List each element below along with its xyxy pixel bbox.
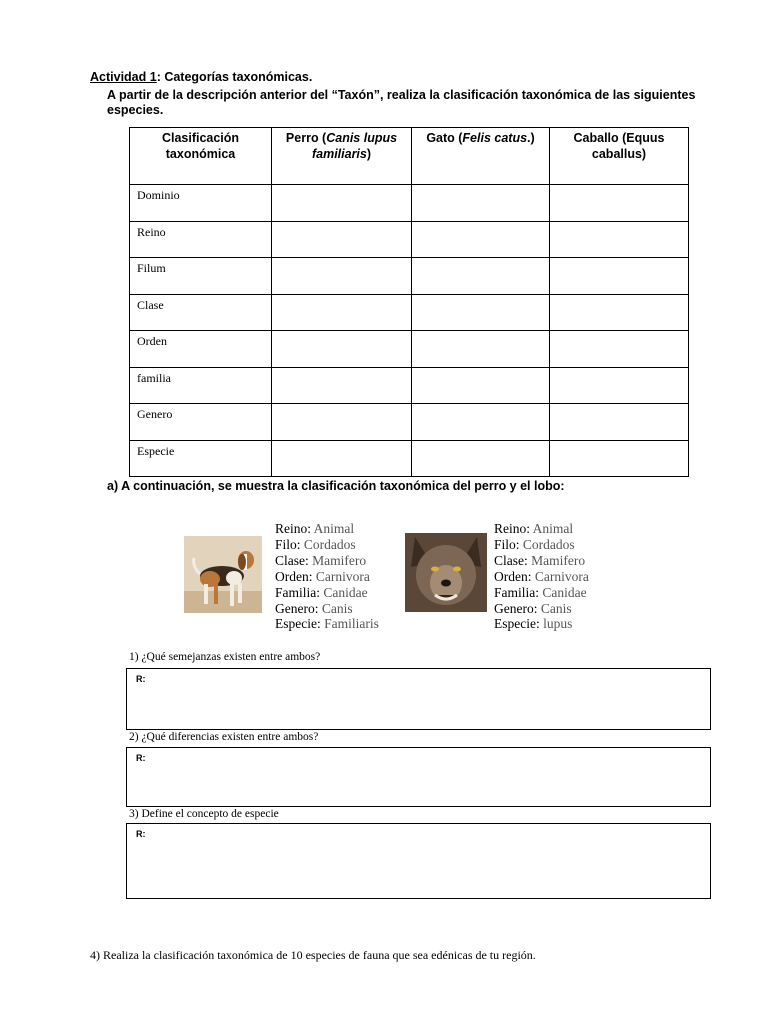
dog-tax-key: Reino: (275, 521, 311, 536)
dog-tax-key: Orden: (275, 568, 313, 584)
answer-label: R: (136, 829, 146, 839)
header-dog-sci1: Canis lupus (326, 131, 398, 145)
answer-cell[interactable] (550, 367, 689, 404)
answer-cell[interactable] (272, 440, 412, 477)
dog-tax-key: Especie: (275, 616, 321, 632)
header-horse (550, 128, 689, 185)
answer-box-3[interactable] (126, 823, 711, 899)
activity-title-text: : Categorías taxonómicas. (156, 70, 313, 84)
wolf-taxonomy (494, 521, 589, 632)
rank-label: familia (130, 367, 272, 404)
answer-cell[interactable] (272, 294, 412, 331)
header-rank-line2: taxonómica (165, 147, 236, 161)
dog-tax-value: Carnivora (312, 568, 370, 584)
question-4: 4) Realiza la clasificación taxonómica de 10 especies de fauna que sea edénicas de tu región. (90, 948, 536, 962)
dog-taxonomy (275, 521, 379, 632)
wolf-tax-line (494, 521, 589, 537)
answer-cell[interactable] (272, 185, 412, 222)
answer-cell[interactable] (412, 440, 550, 477)
activity-intro: A partir de la descripción anterior del “Taxón”, realiza la clasificación taxonómica de las siguientes especies. (107, 88, 696, 117)
rank-label: Orden (130, 331, 272, 368)
wolf-tax-value: Animal (530, 521, 574, 536)
wolf-tax-key: Genero: (494, 600, 538, 616)
wolf-tax-line (494, 601, 589, 617)
answer-cell[interactable] (550, 404, 689, 441)
answer-cell[interactable] (272, 367, 412, 404)
question-1: 1) ¿Qué semejanzas existen entre ambos? (129, 651, 321, 663)
dog-tax-value: Canis (318, 600, 353, 616)
answer-cell[interactable] (412, 221, 550, 258)
header-dog-sci2: familiaris (311, 147, 367, 161)
rank-label: Clase (130, 294, 272, 331)
table-row (130, 331, 689, 368)
table-header-row (130, 128, 689, 185)
header-horse-line1: Caballo (Equus (573, 131, 665, 145)
answer-cell[interactable] (550, 221, 689, 258)
dog-tax-line (275, 601, 379, 617)
activity-title (90, 70, 312, 84)
wolf-tax-line (494, 616, 589, 632)
answer-cell[interactable] (412, 404, 550, 441)
wolf-tax-line (494, 553, 589, 569)
wolf-illustration (405, 533, 487, 612)
header-rank (130, 128, 272, 185)
header-dog-name: Perro ( (285, 131, 327, 145)
dog-tax-value: Mamifero (308, 552, 367, 568)
dog-tax-key: Genero: (275, 600, 319, 616)
header-dog-close: ) (366, 147, 372, 161)
answer-cell[interactable] (550, 440, 689, 477)
wolf-tax-key: Familia: (494, 584, 539, 600)
wolf-tax-key: Especie: (494, 616, 540, 632)
answer-cell[interactable] (272, 331, 412, 368)
table-row (130, 367, 689, 404)
header-dog (272, 128, 412, 185)
dog-photo (184, 536, 262, 613)
header-cat-sci: Felis catus (462, 131, 528, 145)
answer-cell[interactable] (272, 258, 412, 295)
answer-box-2[interactable] (126, 747, 711, 807)
question-3: 3) Define el concepto de especie (129, 808, 279, 820)
header-cat-name: Gato ( (426, 131, 463, 145)
answer-cell[interactable] (550, 294, 689, 331)
dog-tax-value: Canidae (320, 584, 368, 600)
rank-label: Genero (130, 404, 272, 441)
answer-cell[interactable] (272, 221, 412, 258)
dog-tax-key: Clase: (275, 552, 309, 568)
question-2: 2) ¿Qué diferencias existen entre ambos? (129, 731, 319, 743)
activity-label: Actividad 1 (90, 70, 157, 84)
wolf-tax-key: Clase: (494, 552, 528, 568)
dog-tax-line (275, 569, 379, 585)
wolf-tax-value: Canidae (539, 584, 587, 600)
wolf-tax-value: Cordados (519, 536, 575, 552)
section-a-heading (107, 479, 565, 493)
answer-label: R: (136, 674, 146, 684)
table-row (130, 221, 689, 258)
wolf-tax-line (494, 537, 589, 553)
section-a-text: A continuación, se muestra la clasificación taxonómica del perro y el lobo: (121, 479, 565, 493)
dog-tax-value: Animal (311, 521, 355, 536)
answer-cell[interactable] (412, 185, 550, 222)
wolf-tax-line (494, 585, 589, 601)
answer-box-1[interactable] (126, 668, 711, 730)
wolf-tax-key: Filo: (494, 536, 520, 552)
taxonomy-table (129, 127, 689, 477)
table-row (130, 294, 689, 331)
dog-tax-key: Familia: (275, 584, 320, 600)
wolf-tax-value: Mamifero (527, 552, 586, 568)
answer-cell[interactable] (550, 258, 689, 295)
dog-illustration (184, 536, 262, 613)
wolf-tax-key: Reino: (494, 521, 530, 536)
rank-label: Filum (130, 258, 272, 295)
wolf-tax-value: Carnivora (531, 568, 589, 584)
wolf-tax-value: lupus (539, 616, 573, 632)
table-row (130, 404, 689, 441)
table-row (130, 185, 689, 222)
dog-tax-line (275, 521, 379, 537)
answer-cell[interactable] (412, 294, 550, 331)
wolf-tax-value: Canis (537, 600, 572, 616)
table-row (130, 258, 689, 295)
rank-label: Dominio (130, 185, 272, 222)
answer-label: R: (136, 753, 146, 763)
answer-cell[interactable] (272, 404, 412, 441)
header-horse-line2: caballus) (591, 147, 647, 161)
answer-cell[interactable] (412, 331, 550, 368)
wolf-photo (405, 533, 487, 612)
header-rank-line1: Clasificación (161, 131, 240, 145)
wolf-tax-line (494, 569, 589, 585)
answer-cell[interactable] (550, 331, 689, 368)
dog-tax-key: Filo: (275, 536, 301, 552)
answer-cell[interactable] (412, 367, 550, 404)
dog-tax-line (275, 537, 379, 553)
rank-label: Especie (130, 440, 272, 477)
dog-tax-line (275, 616, 379, 632)
dog-tax-line (275, 585, 379, 601)
dog-tax-value: Cordados (300, 536, 356, 552)
header-cat (412, 128, 550, 185)
section-a-marker: a) (107, 479, 119, 493)
rank-label: Reino (130, 221, 272, 258)
wolf-tax-key: Orden: (494, 568, 532, 584)
answer-cell[interactable] (412, 258, 550, 295)
dog-tax-line (275, 553, 379, 569)
table-row (130, 440, 689, 477)
answer-cell[interactable] (550, 185, 689, 222)
header-cat-close: .) (527, 131, 535, 145)
dog-tax-value: Familiaris (320, 616, 379, 632)
